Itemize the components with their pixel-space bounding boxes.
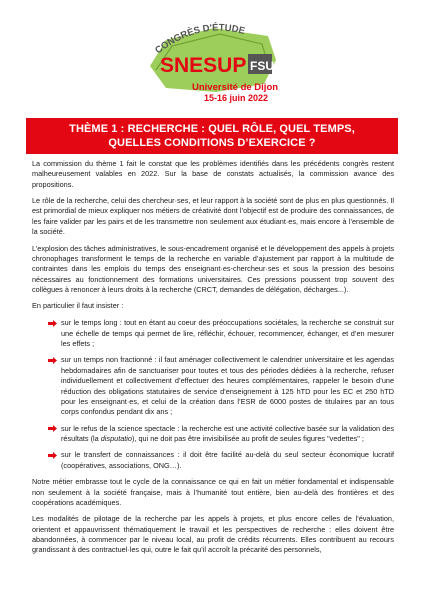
- list-item-italic-term: disputatio: [100, 433, 132, 443]
- list-item: [48, 450, 394, 471]
- paragraph-role-of-research: Le rôle de la recherche, celui des chercheur·ses, et leur rapport à la société sont de plus en plus questionnés. Il est primordial de mieux expliquer nos métiers de créativité dont l’objectif est de produire des connaissances, de les faire valider par les pairs et de les transmettre non seulement aux étudiant·es, mais encore à l’ensemble de la société.: [32, 196, 394, 237]
- theme-title-banner: [26, 118, 398, 154]
- paragraph-knowledge-cycle: Notre métier embrasse tout le cycle de la connaissance ce qui en fait un métier fondamental et indispensable non seulement à la société française, mais à l’humanité tout entière, bien au-delà des frontières et des coopérations académiques.: [32, 477, 394, 507]
- snesup-logo-graphic: [136, 14, 286, 114]
- arrow-bullet-icon: [48, 452, 57, 459]
- congress-logo: [136, 14, 286, 114]
- document-body: [32, 159, 394, 562]
- list-item-text: sur le transfert de connaissances : il doit être facilité au-delà du seul secteur économique lucratif (coopératives, associations, ONG…).: [61, 450, 394, 470]
- insist-points-list: [48, 318, 394, 471]
- list-item-text-continued: ), qui ne doit pas être invisibilisée au profit de seules figures "vedettes" ;: [132, 433, 364, 443]
- banner-title-line-2: QUELLES CONDITIONS D’EXERCICE ?: [108, 137, 316, 149]
- list-item: [48, 318, 394, 349]
- paragraph-administrative-tasks: L’explosion des tâches administratives, le sous-encadrement organisé et le développement des appels à projets chronophages transforment le temps de la recherche en variable d’ajustement par rapport à la multitude de contraintes dans les emplois du temps des enseignant·es-chercheur·ses et sous la pression des besoins nécessaires au fonctionnement des formations universitaires. Ces pressions poussent trop souvent des collègues à renoncer à leurs droits à la recherche (CRCT, demandes de délégation, décharges...).: [32, 243, 394, 294]
- logo-badge: FSU: [250, 59, 274, 73]
- list-item-text: sur le refus de la science spectacle : la recherche est une activité collective basée sur la validation des résultats (la: [61, 423, 394, 443]
- logo-arc-text: CONGRÈS D'ÉTUDE: [153, 22, 247, 57]
- logo-name: SNESUP: [160, 54, 247, 77]
- banner-title-line-1: THÈME 1 : RECHERCHE : QUEL RÔLE, QUEL TEMPS,: [69, 123, 355, 135]
- paragraph-intro: La commission du thème 1 fait le constat que les problèmes identifiés dans les précédents congrès restent malheureusement valables en 2022. Sur la base de constats actualisés, la commission avance des propositions.: [32, 159, 394, 189]
- list-item: [48, 424, 394, 445]
- logo-dates: 15-16 juin 2022: [204, 93, 269, 103]
- paragraph-insist-intro: En particulier il faut insister :: [32, 301, 124, 311]
- arrow-bullet-icon: [48, 425, 57, 432]
- paragraph-steering-modalities: Les modalités de pilotage de la recherche par les appels à projets, et plus encore celles de l’évaluation, orientent et appauvrissent thématiquement le travail et les perspectives de recherche : elles doivent être abandonnées, à commencer par le niveau local, au profit de crédits récurrents. Elles contribuent au recours grandissant à des contractuel·les qui, outre le fait qu’il accroît la précarité des personnels,: [32, 514, 394, 555]
- list-item-text: sur un temps non fractionné : il faut aménager collectivement le calendrier universitaire et les agendas hebdomadaires afin de sanctuariser pour toutes et tous des périodes dédiées à la recherche, refuser individuellement et collectivement d’effectuer des heures complémentaires, rappeler le besoin d’une réduction des obligations statutaires de service d’enseignement à 125 hTD pour les EC et 250 hTD pour les enseignant·es, et celui de la création dans l’ESR de 6000 postes de titulaires par an tous corps confondus pendant dix ans ;: [61, 355, 394, 417]
- list-item-text: sur le temps long : tout en étant au coeur des préoccupations sociétales, la recherche se construit sur une échelle de temps qui permet de lire, réfléchir, échouer, recommencer, échanger, et d’en mesurer les effets ;: [61, 318, 394, 349]
- logo-place: Université de Dijon: [192, 82, 279, 93]
- arrow-bullet-icon: [48, 357, 57, 364]
- list-item: [48, 355, 394, 417]
- arrow-bullet-icon: [48, 320, 57, 327]
